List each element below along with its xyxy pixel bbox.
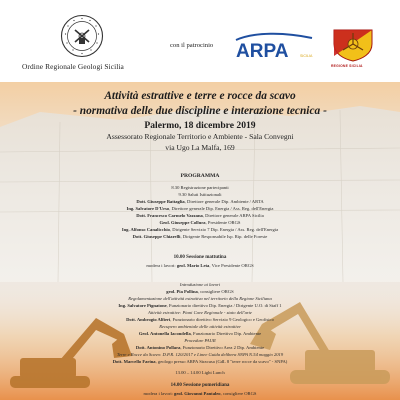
talk-title: Attività estrattive: Piani Cave Regionale - stato dell'arte bbox=[148, 310, 252, 315]
session-afternoon-moderator: modera i lavori: geol. Giovanni Pantaleo, consigliere ORGS bbox=[143, 391, 257, 396]
event-subtitle: - normativa delle due discipline e interazione tecnica - bbox=[73, 105, 327, 117]
talk-title: Procedure PAUR bbox=[184, 338, 216, 343]
program-line: 8.30 Registrazione partecipanti bbox=[171, 185, 229, 190]
talk-title: Recupero ambientale delle attività estrattive bbox=[159, 324, 241, 329]
programma-heading: PROGRAMMA bbox=[180, 173, 220, 179]
session-morning-moderator: modera i lavori: geol. Mario Leta, Vice Presidente ORGS bbox=[146, 263, 254, 268]
event-address: via Ugo La Malfa, 169 bbox=[165, 143, 235, 152]
speaker-line: Dott. Ambrogio Alfieri, Funzionario direttivo Servizio 9 Geologico e Geofisico bbox=[126, 317, 274, 322]
orgs-seal-logo bbox=[60, 14, 104, 58]
program-line: 9.30 Saluti Istituzionali bbox=[178, 192, 222, 197]
patrocinio-label: con il patrocinio bbox=[170, 42, 214, 49]
event-title: Attività estrattive e terre e rocce da scavo bbox=[104, 90, 296, 102]
header-logos bbox=[0, 0, 400, 82]
speaker-line: Dott. Francesco Carmelo Vazzana, Direttore generale ARPA Sicilia bbox=[136, 213, 264, 218]
speaker-line: Dott. Giuseppe Battaglia, Direttore generale Dip. Ambiente / ARTA bbox=[136, 199, 264, 204]
speaker-line: geol. Pia Pollina, consigliere ORGS bbox=[166, 289, 234, 294]
arpa-logo-subtext: SICILIA bbox=[300, 54, 313, 58]
speaker-line: Ing. Salvatore D'Urso, Direttore generale Dip. Energia / Ass. Reg. dell'Energia bbox=[126, 206, 274, 211]
speaker-line: Dott. Marcello Farina, geologo presso ARPA Siracusa (GdL 8 "terre rocce da scavo" - SNPA) bbox=[112, 359, 288, 364]
talk-title: Introduzione ai lavori bbox=[179, 282, 221, 287]
talk-title: Terre e Rocce da Scavo: D.P.R. 120/2017 e Linee Guida delibera SNPA N.54 maggio 2019 bbox=[116, 352, 284, 357]
speaker-line: Ing. Salvatore Pignatone, Funzionario direttivo Dip. Energia / Dirigente U.O. di Staff 1 bbox=[118, 303, 282, 308]
event-venue: Assessorato Regionale Territorio e Ambiente - Sala Convegni bbox=[106, 132, 294, 141]
speaker-line: Geol. Giuseppe Collura, Presidente ORGS bbox=[159, 220, 241, 225]
session-morning-title: 10.00 Sessione mattutina bbox=[173, 255, 227, 260]
arpa-sicilia-logo bbox=[234, 30, 316, 62]
event-date: Palermo, 18 dicembre 2019 bbox=[144, 120, 256, 131]
speaker-line: Dott. Giuseppe Chiarelli, Dirigente Responsabile Isp. Rip. delle Foreste bbox=[132, 234, 268, 239]
speaker-line: Geol. Antonella Iacondella, Funzionario Direttivo Dip. Ambiente bbox=[138, 331, 262, 336]
org-name: Ordine Regionale Geologi Sicilia bbox=[22, 62, 124, 71]
lunch-break: 13.00 – 14.00 Light Lunch bbox=[175, 370, 225, 375]
talk-title: Regolamentazione dell'attività estrattiva nel territorio della Regione Siciliana bbox=[128, 296, 272, 301]
regione-sicilia-emblem bbox=[330, 26, 376, 62]
speaker-line: Dott. Antonino Pollara, Funzionario Direttivo Area 2 Dip. Ambiente bbox=[135, 345, 265, 350]
regione-sicilia-label: REGIONE SICILIA bbox=[331, 64, 363, 68]
session-afternoon-title: 14.00 Sessione pomeridiana bbox=[170, 383, 230, 388]
arpa-logo-text: ARPA bbox=[236, 41, 289, 62]
speaker-line: Ing. Alfonso Canalicchio, Dirigente Servizio 7 Dip. Energia / Ass. Reg. dell'Energia bbox=[121, 227, 279, 232]
